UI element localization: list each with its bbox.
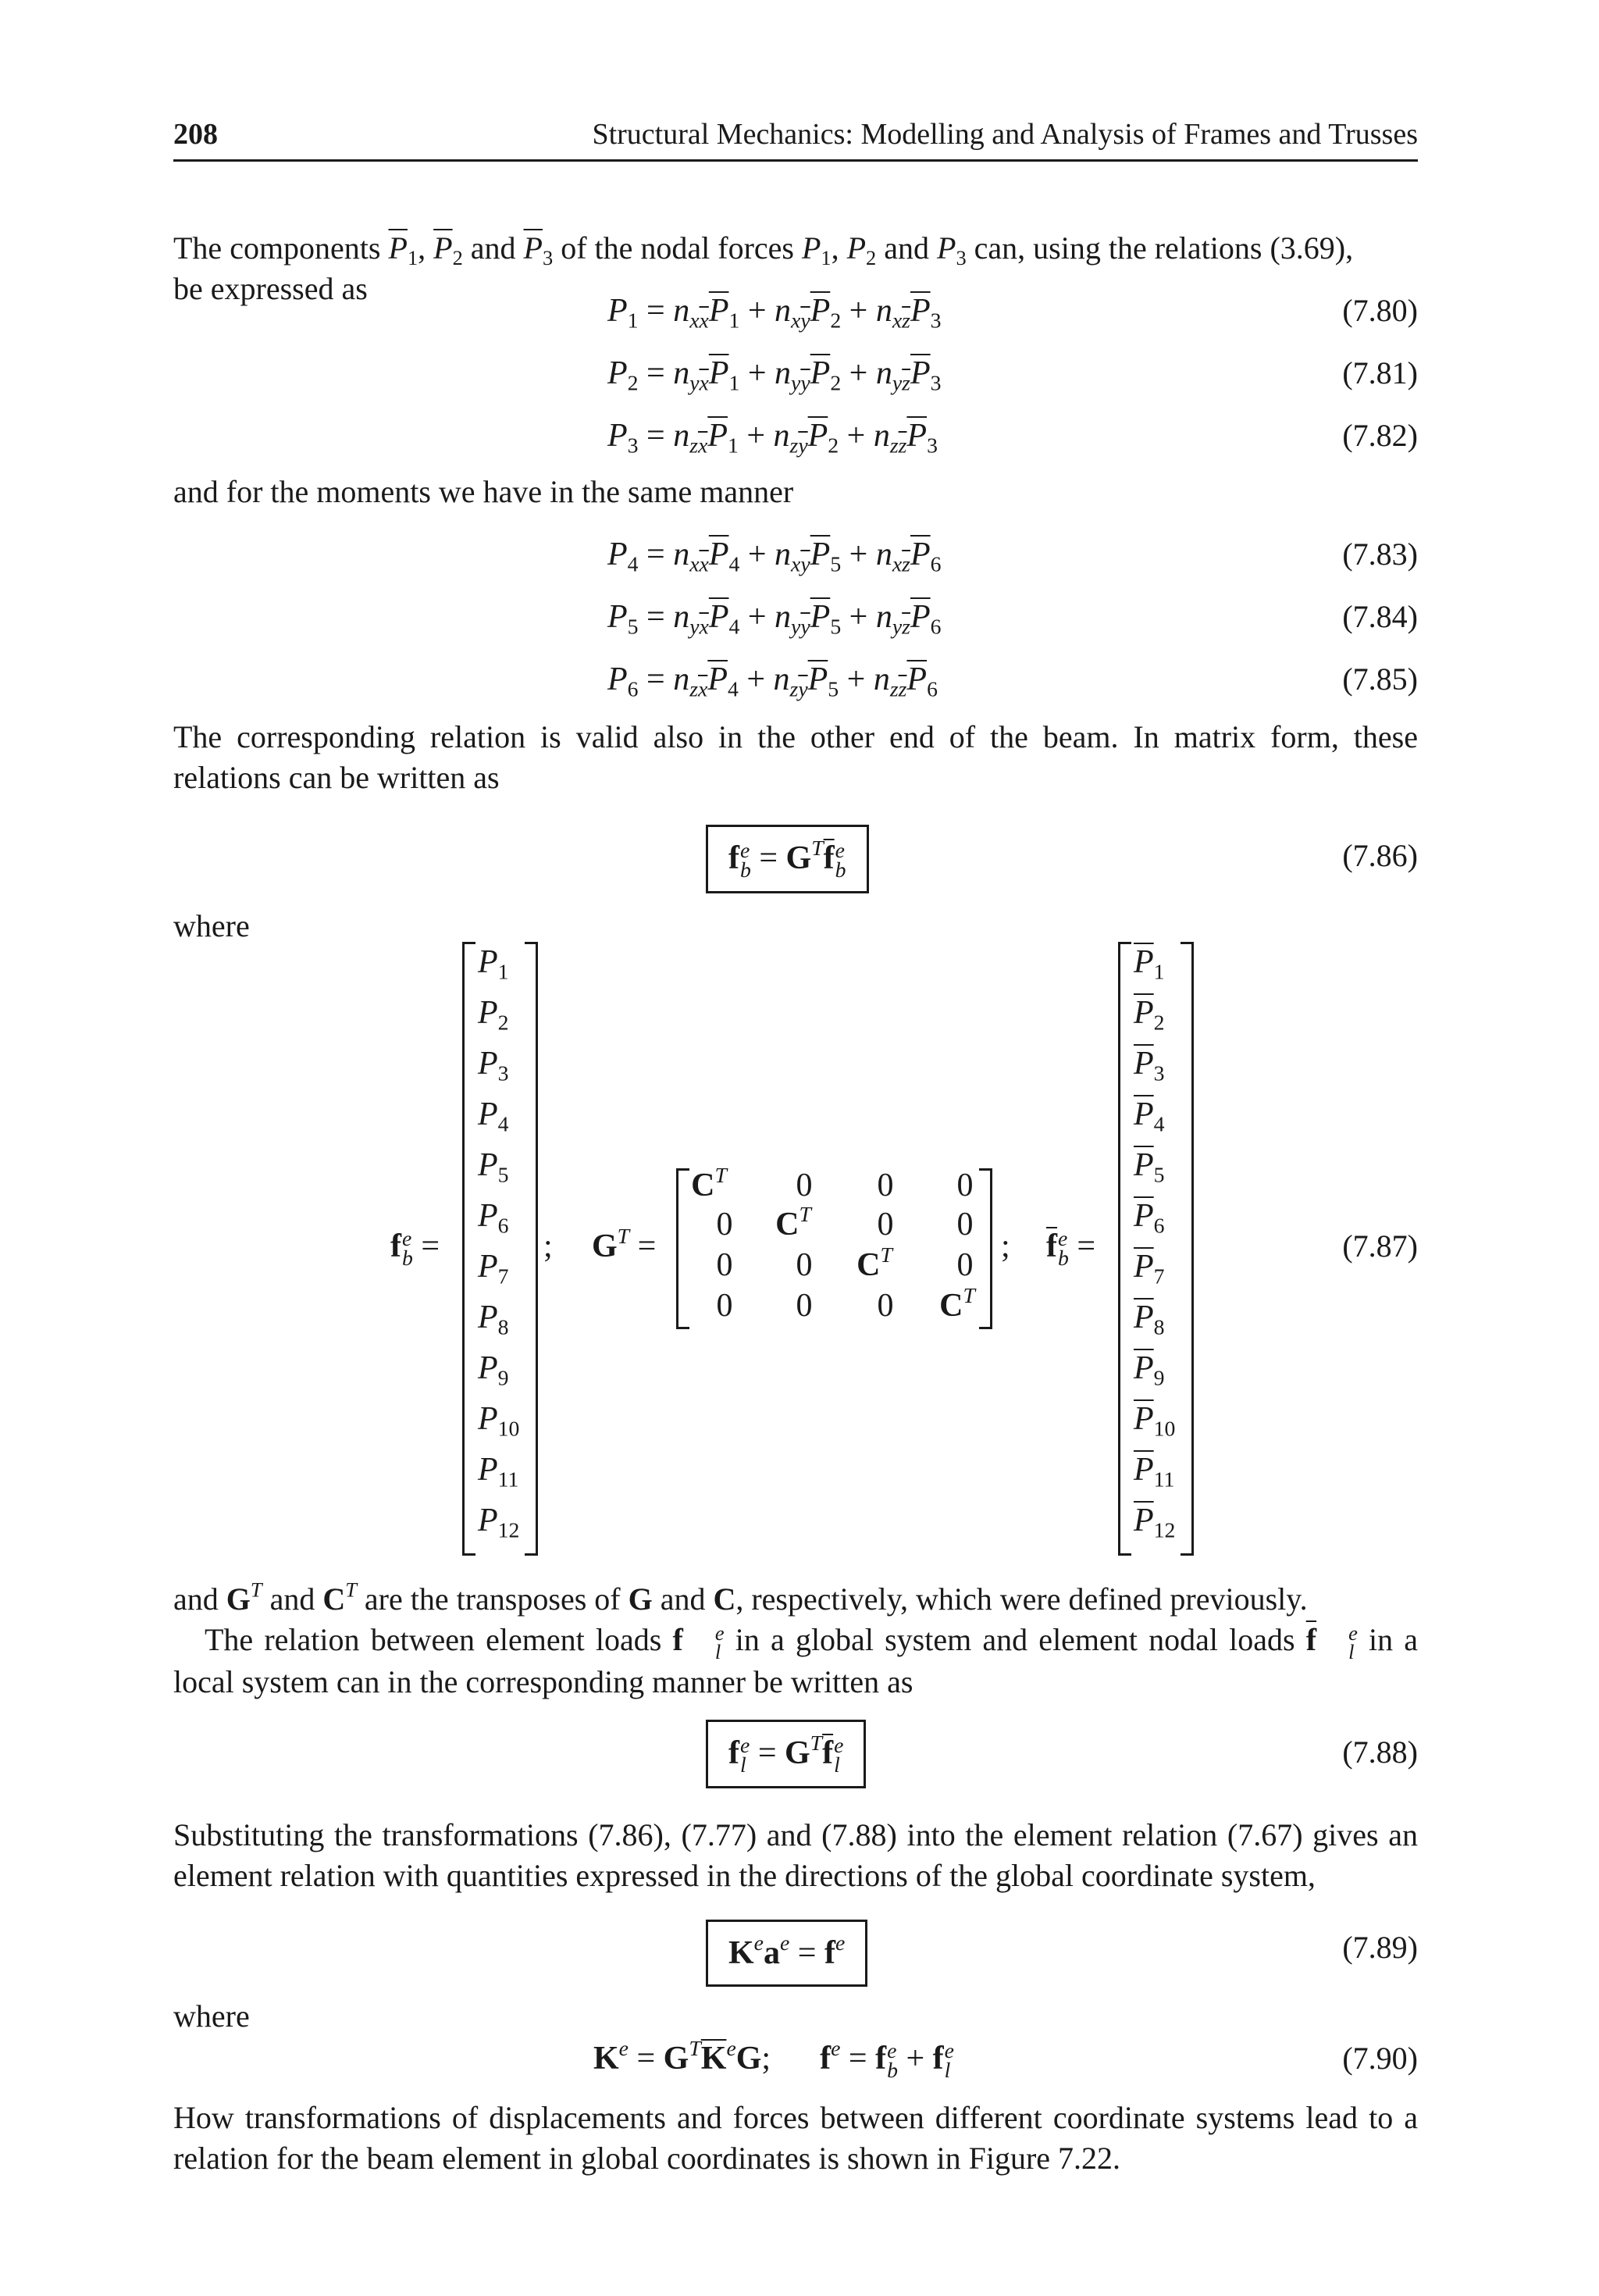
- relation-paragraph: The relation between element loads f e l in a global system and element nodal loads $\overline{f}$ e l in a local system can in the corresponding manner be written as: [173, 1621, 1418, 1699]
- page-number: 208: [173, 118, 218, 151]
- equation-7-85: $P_6 = n_{z\overline{x}}\overline{P}_4 + n_{z\overline{y}}\overline{P}_5 + n_{z\overline{z}}\overline{P}_6$: [607, 661, 938, 701]
- running-header: [173, 114, 1418, 162]
- equation-number-7-89: (7.89): [1342, 1930, 1418, 1965]
- equation-7-80: $P_1 = n_{x\overline{x}}\overline{P}_1 + n_{x\overline{y}}\overline{P}_2 + n_{x\overline{z}}\overline{P}_3$: [607, 293, 942, 333]
- moments-line: and for the moments we have in the same manner: [173, 474, 794, 509]
- GT-label: $G^T$ =: [592, 1223, 657, 1264]
- equation-7-81: $P_2 = n_{y\overline{x}}\overline{P}_1 + n_{y\overline{y}}\overline{P}_2 + n_{y\overline{z}}\overline{P}_3$: [607, 355, 942, 395]
- equation-7-83: $P_4 = n_{x\overline{x}}\overline{P}_4 + n_{x\overline{y}}\overline{P}_5 + n_{x\overline{z}}\overline{P}_6$: [607, 537, 942, 576]
- fb-vector: $P_1$ $P_2$ $P_3$ $P_4$ $P_5$ $P_6$ $P_7$ $P_8$ $P_9$ $P_{10}$ $P_{11}$ $P_{12}$: [478, 944, 520, 1542]
- equation-7-90: $K^e = G^T\overline{K}^eG$; $f^e = f$ e b + f e l: [593, 2035, 954, 2083]
- equation-number-7-84: (7.84): [1342, 599, 1418, 634]
- semicolon-2: ;: [1001, 1228, 1010, 1264]
- document-page: 208 Structural Mechanics: Modelling and Analysis of Frames and Trusses The components $\overline{P}_1$, $\overline{P}_2$ and $\overline{P}_3$ of the nodal forces $P_1$, $P_2$ and $P_3$ can, using the relations (3.69), be expressed as $P_1 = n_{x\overline{x}}\overline{P}_1 + n_{x\overline{y}}\overline{P}_2 + n_{x\overline{z}}\overline{P}_3$ (7.80) $P_2 = n_{y\overline{x}}\overline{P}_1 + n_{y\overline{y}}\overline{P}_2 + n_{y\overline{z}}\overline{P}_3$ (7.81) $P_3 = n_{z\overline{x}}\overline{P}_1 + n_{z\overline{y}}\overline{P}_2 + n_{z\overline{z}}\overline{P}_3$ (7.82) and for the moments we have in the same manner $P_4 = n_{x\overline{x}}\overline{P}_4 + n_{x\overline{y}}\overline{P}_5 + n_{x\overline{z}}\overline{P}_6$ (7.83) $P_5 = n_{y\overline{x}}\overline{P}_4 + n_{y\overline{y}}\overline{P}_5 + n_{y\overline{z}}\overline{P}_6$ (7.84) $P_6 = n_{z\overline{x}}\overline{P}_4 + n_{z\overline{y}}\overline{P}_5 + n_{z\overline{z}}\overline{P}_6$ (7.85) The corresponding relation is valid also in the other end of the beam. In matrix form, these relations can be written as f e b = $G^T\overline{f}$ e b (7.86) where f e b = $P_1$ $P_2$ $P_3$ $P_4$ $P_5$ $P_6$ $P_7$ $P_8$ $P_9$ $P_{10}$ $P_{11}$ $P_{12}$ ; $G^T$ = $C^T$ 0 0 0 0 $C^T$ 0 0 0 0 $C^T$ 0 0 0 0 $C^T$ ; $\overline{f}$ e b = $\overline{P}_1$ $\overline{P}_2$ $\overline{P}_3$ $\overline{P}_4$ $\overline{P}_5$ $\overline{P}_6$ $\overline{P}_7$ $\overline{P}_8$ $\overline{P}_9$ $\overline{P}_{10}$ $\overline{P}_{11}$ $\overline{P}_{12}$ (7.87) and $G^T$ and $C^T$ are the transposes of G and C, respectively, which were defined previously. The relation between element loads f e l in a global system and element nodal loads $\overline{f}$ e l in a local system can in the corresponding manner be written as f e l = $G^T\overline{f}$ e l (7.88) Substituting the transformations (7.86), (7.77) and (7.88) into the element relation (7.67) gives an element relation with quantities expressed in the directions of the global coordinate system, $K^ea^e = f^e$ (7.89) where $K^e = G^T\overline{K}^eG$; $f^e = f$ e b + f e l (7.90) How transformations of displacements and forces between different coordinate systems lead to a relation for the beam element in global coordinates is shown in Figure 7.22.: [0, 0, 1599, 2296]
- book-title: Structural Mechanics: Modelling and Analysis of Frames and Trusses: [592, 118, 1418, 151]
- equation-7-89-box: $K^ea^e = f^e$: [706, 1920, 867, 1987]
- equation-number-7-80: (7.80): [1342, 293, 1418, 328]
- equation-7-82: $P_3 = n_{z\overline{x}}\overline{P}_1 + n_{z\overline{y}}\overline{P}_2 + n_{z\overline{z}}\overline{P}_3$: [607, 418, 938, 458]
- intro-line-2: be expressed as: [173, 271, 368, 306]
- where-line-1: where: [173, 908, 250, 943]
- intro-line-1: The components $\overline{P}_1$, $\overline{P}_2$ and $\overline{P}_3$ of the nodal forces $P_1$, $P_2$ and $P_3$ can, using the relations (3.69),: [173, 230, 1354, 269]
- equation-7-86-box: f e b = $G^T\overline{f}$ e b: [706, 825, 869, 893]
- where-line-2: where: [173, 1998, 250, 2034]
- fb-label: f e b =: [390, 1226, 440, 1271]
- substituting-paragraph: Substituting the transformations (7.86), (7.77) and (7.88) into the element relation (7.67) gives an element relation with quantities expressed in the directions of the global coordinate system,: [173, 1817, 1418, 1893]
- equation-number-7-83: (7.83): [1342, 537, 1418, 572]
- fb-bar-left-bracket: [1118, 942, 1131, 1556]
- equation-number-7-90: (7.90): [1342, 2041, 1418, 2076]
- equation-number-7-86: (7.86): [1342, 838, 1418, 873]
- final-paragraph: How transformations of displacements and forces between different coordinate systems lead to a relation for the beam element in global coordinates is shown in Figure 7.22.: [173, 2100, 1418, 2176]
- semicolon-1: ;: [543, 1228, 553, 1264]
- equation-number-7-88: (7.88): [1342, 1734, 1418, 1770]
- fb-left-bracket: [462, 942, 475, 1556]
- equation-number-7-85: (7.85): [1342, 661, 1418, 697]
- equation-7-88-box: f e l = $G^T\overline{f}$ e l: [706, 1720, 866, 1788]
- fb-bar-label: $\overline{f}$ e b =: [1046, 1226, 1096, 1271]
- equation-7-84: $P_5 = n_{y\overline{x}}\overline{P}_4 + n_{y\overline{y}}\overline{P}_5 + n_{y\overline{z}}\overline{P}_6$: [607, 599, 942, 639]
- transposes-line: and $G^T$ and $C^T$ are the transposes of G and C, respectively, which were defined previously.: [173, 1578, 1308, 1617]
- fb-bar-vector: $\overline{P}_1$ $\overline{P}_2$ $\overline{P}_3$ $\overline{P}_4$ $\overline{P}_5$ $\overline{P}_6$ $\overline{P}_7$ $\overline{P}_8$ $\overline{P}_9$ $\overline{P}_{10}$ $\overline{P}_{11}$ $\overline{P}_{12}$: [1134, 944, 1176, 1542]
- equation-number-7-81: (7.81): [1342, 355, 1418, 390]
- equation-number-7-87: (7.87): [1342, 1228, 1418, 1264]
- corresponding-paragraph: The corresponding relation is valid also in the other end of the beam. In matrix form, these relations can be written as: [173, 719, 1418, 795]
- equation-number-7-82: (7.82): [1342, 418, 1418, 453]
